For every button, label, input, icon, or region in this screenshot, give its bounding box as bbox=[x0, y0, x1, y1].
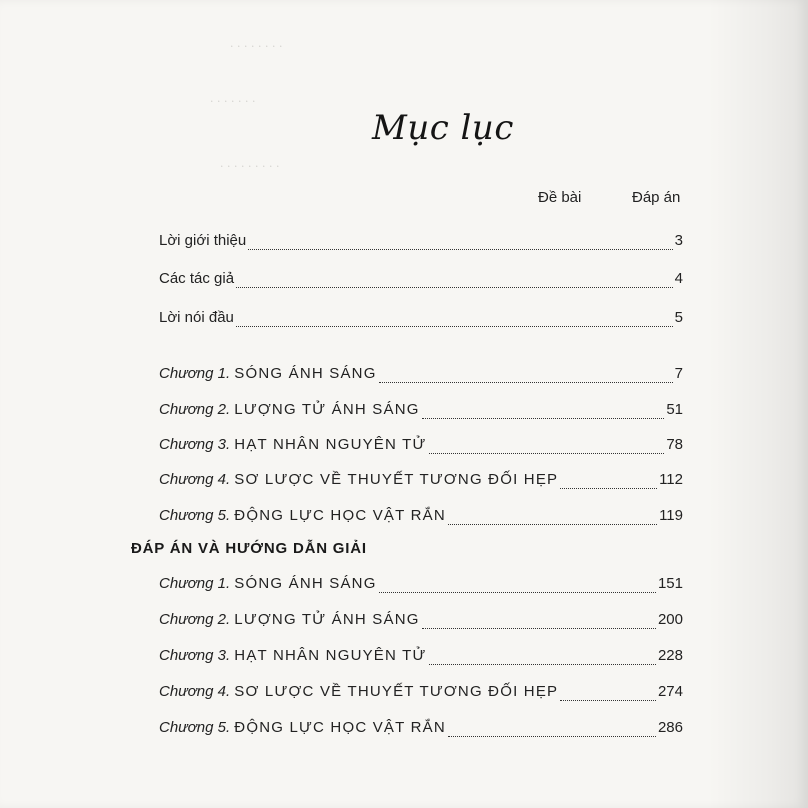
toc-entry-problems-ch4[interactable] bbox=[159, 471, 683, 493]
toc-entry-page: 200 bbox=[657, 611, 683, 628]
dot-leader bbox=[422, 417, 665, 419]
answers-section-heading: ĐÁP ÁN VÀ HƯỚNG DẪN GIẢI bbox=[131, 540, 367, 557]
chapter-number: Chương 2. bbox=[159, 611, 231, 628]
page-title: Mục lục bbox=[372, 108, 514, 148]
chapter-name: LƯỢNG TỬ ÁNH SÁNG bbox=[234, 611, 420, 628]
chapter-name: ĐỘNG LỰC HỌC VẬT RẮN bbox=[234, 719, 446, 736]
dot-leader bbox=[560, 699, 656, 701]
dot-leader bbox=[448, 735, 656, 737]
column-header-answers: Đáp án bbox=[632, 189, 681, 206]
page-edge-shadow bbox=[708, 0, 808, 808]
chapter-number: Chương 1. bbox=[159, 365, 231, 382]
toc-entry-page: 3 bbox=[674, 232, 683, 249]
chapter-name: LƯỢNG TỬ ÁNH SÁNG bbox=[234, 401, 420, 418]
dot-leader bbox=[429, 452, 665, 454]
dot-leader bbox=[448, 523, 657, 525]
chapter-number: Chương 4. bbox=[159, 683, 231, 700]
chapter-number: Chương 1. bbox=[159, 575, 231, 592]
toc-entry-answers-ch1[interactable] bbox=[159, 575, 683, 597]
toc-entry-answers-ch5[interactable] bbox=[159, 719, 683, 741]
toc-entry-label: Lời nói đầu bbox=[159, 309, 234, 326]
toc-entry-page: 7 bbox=[674, 365, 683, 382]
chapter-number: Chương 4. bbox=[159, 471, 231, 488]
dot-leader bbox=[429, 663, 656, 665]
toc-entry-page: 5 bbox=[674, 309, 683, 326]
chapter-number: Chương 3. bbox=[159, 436, 231, 453]
dot-leader bbox=[236, 286, 673, 288]
chapter-name: HẠT NHÂN NGUYÊN TỬ bbox=[234, 647, 427, 664]
toc-entry-problems-ch3[interactable] bbox=[159, 436, 683, 458]
dot-leader bbox=[236, 325, 673, 327]
chapter-name: SƠ LƯỢC VỀ THUYẾT TƯƠNG ĐỐI HẸP bbox=[234, 471, 559, 488]
toc-entry-page: 228 bbox=[657, 647, 683, 664]
bleed-through-text: · · · · · · · · · bbox=[220, 160, 280, 173]
chapter-name: ĐỘNG LỰC HỌC VẬT RẮN bbox=[234, 507, 446, 524]
chapter-name: SÓNG ÁNH SÁNG bbox=[234, 575, 377, 592]
chapter-number: Chương 5. bbox=[159, 507, 231, 524]
toc-entry-authors[interactable] bbox=[159, 270, 683, 292]
toc-entry-problems-ch5[interactable] bbox=[159, 507, 683, 529]
chapter-name: SƠ LƯỢC VỀ THUYẾT TƯƠNG ĐỐI HẸP bbox=[234, 683, 559, 700]
toc-entry-page: 151 bbox=[657, 575, 683, 592]
toc-entry-page: 78 bbox=[666, 436, 683, 453]
chapter-number: Chương 5. bbox=[159, 719, 231, 736]
toc-entry-preface[interactable] bbox=[159, 309, 683, 331]
bleed-through-text: · · · · · · · bbox=[210, 95, 256, 108]
toc-entry-problems-ch2[interactable] bbox=[159, 401, 683, 423]
toc-entry-label: Các tác giả bbox=[159, 270, 235, 287]
toc-entry-page: 274 bbox=[657, 683, 683, 700]
column-header-problems: Đề bài bbox=[538, 189, 582, 206]
dot-leader bbox=[422, 627, 656, 629]
dot-leader bbox=[379, 381, 673, 383]
chapter-number: Chương 2. bbox=[159, 401, 231, 418]
toc-entry-intro[interactable] bbox=[159, 232, 683, 254]
dot-leader bbox=[248, 248, 672, 250]
toc-entry-answers-ch3[interactable] bbox=[159, 647, 683, 669]
toc-entry-page: 51 bbox=[666, 401, 683, 418]
bleed-through-text: · · · · · · · · bbox=[230, 40, 283, 53]
chapter-number: Chương 3. bbox=[159, 647, 231, 664]
toc-entry-page: 4 bbox=[674, 270, 683, 287]
toc-entry-problems-ch1[interactable] bbox=[159, 365, 683, 387]
toc-entry-page: 112 bbox=[659, 471, 683, 488]
dot-leader bbox=[560, 487, 657, 489]
toc-entry-answers-ch2[interactable] bbox=[159, 611, 683, 633]
toc-entry-page: 119 bbox=[659, 507, 683, 524]
toc-entry-page: 286 bbox=[657, 719, 683, 736]
chapter-name: HẠT NHÂN NGUYÊN TỬ bbox=[234, 436, 427, 453]
chapter-name: SÓNG ÁNH SÁNG bbox=[234, 365, 377, 382]
toc-entry-label: Lời giới thiệu bbox=[159, 232, 247, 249]
toc-entry-answers-ch4[interactable] bbox=[159, 683, 683, 705]
dot-leader bbox=[379, 591, 656, 593]
